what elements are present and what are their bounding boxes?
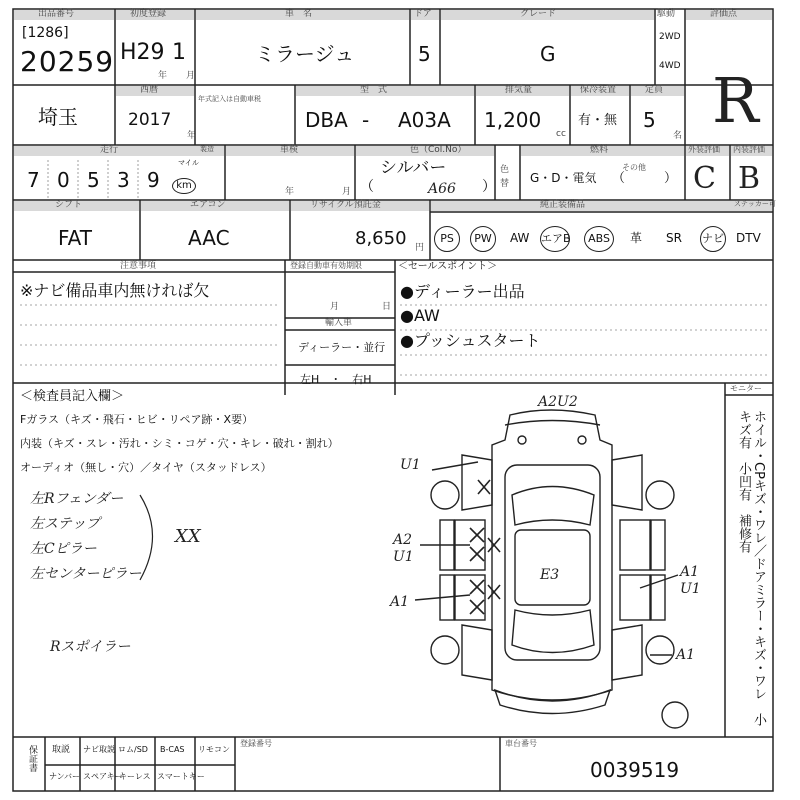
color-paren-open: （ bbox=[360, 179, 374, 195]
equip-aw: AW bbox=[510, 231, 530, 245]
bottom-keyless: キーレス bbox=[119, 772, 151, 781]
label-monitor: モニター bbox=[730, 384, 762, 393]
cooler: 有・無 bbox=[578, 113, 618, 128]
mileage-unit-circled: km bbox=[172, 178, 196, 194]
label-grade: グレード bbox=[520, 9, 557, 19]
color-paren-close: ） bbox=[482, 179, 496, 195]
label-chassis: 車台番号 bbox=[505, 739, 537, 748]
exterior-score: C bbox=[693, 161, 716, 196]
label-fuel: 燃料 bbox=[590, 145, 609, 155]
lot-bracket-id: [1286] bbox=[22, 25, 69, 41]
overall-score: R bbox=[712, 64, 759, 137]
label-model: 型 式 bbox=[360, 85, 388, 95]
equip-sr: SR bbox=[666, 231, 682, 245]
registration-day: 日 bbox=[382, 302, 392, 312]
diagram-mark-a1-right: A1 bbox=[680, 564, 700, 580]
inspection-glass: Fガラス（キズ・飛石・ヒビ・リペア跡・X要） bbox=[20, 413, 254, 426]
fuel-other-paren: （ ） bbox=[612, 171, 678, 186]
bottom-rom-sd: ロム/SD bbox=[118, 745, 148, 754]
label-capacity: 定員 bbox=[645, 85, 664, 95]
label-aircon: エアコン bbox=[190, 200, 226, 210]
label-sticker: ステッカー可 bbox=[734, 200, 776, 208]
bottom-manual: 取説 bbox=[52, 745, 71, 755]
grade: G bbox=[540, 42, 556, 66]
label-score: 評価点 bbox=[710, 9, 738, 19]
doors: 5 bbox=[418, 42, 431, 66]
color-name: シルバー bbox=[380, 158, 447, 178]
lot-number: 20259 bbox=[20, 45, 115, 78]
label-doors: ドア bbox=[414, 9, 432, 19]
capacity-value: 5 bbox=[643, 108, 656, 132]
label-inspection-notes: ＜検査員記入欄＞ bbox=[20, 389, 125, 404]
steering: 左H ・ 右H bbox=[300, 373, 372, 386]
inspection-audio: オーディオ（無し・穴）／タイヤ（スタッドレス） bbox=[20, 461, 272, 474]
first-reg-month: 1 bbox=[172, 40, 186, 65]
mileage-alt-unit: マイル bbox=[178, 159, 199, 167]
inspection-interior: 内装（キズ・スレ・汚れ・シミ・コゲ・穴・キレ・破れ・割れ） bbox=[20, 437, 339, 450]
label-lot-no: 出品番号 bbox=[38, 9, 75, 19]
shift: FAT bbox=[58, 226, 93, 250]
warranty-label: 保証書 bbox=[27, 745, 37, 772]
interior-score: B bbox=[738, 161, 761, 196]
displacement-value: 1,200 bbox=[484, 108, 542, 132]
mileage-digit-1: 7 bbox=[27, 168, 40, 192]
first-reg-era: H29 bbox=[120, 40, 165, 65]
label-interior: 内装評価 bbox=[733, 145, 765, 154]
bottom-navi-manual: ナビ取説 bbox=[83, 745, 115, 754]
diagram-mark-u1-left: U1 bbox=[393, 549, 414, 565]
equip-dtv: DTV bbox=[736, 231, 761, 245]
handwritten-note-2: 左ステップ bbox=[30, 516, 100, 532]
sales-point-3: ●プッシュスタート bbox=[400, 331, 541, 350]
equip-abs: ABS bbox=[584, 226, 614, 252]
first-reg-year-unit: 年 bbox=[158, 71, 168, 81]
recycle-unit: 円 bbox=[415, 243, 425, 253]
bottom-spare-key: スペアキー bbox=[83, 772, 123, 781]
mileage-digit-5: 9 bbox=[147, 168, 160, 192]
label-inspection: 車検 bbox=[280, 145, 299, 155]
region: 埼玉 bbox=[38, 105, 78, 129]
dealer-row: ディーラー・並行 bbox=[298, 341, 386, 354]
year-value: 2017 bbox=[128, 110, 172, 130]
chassis-number: 0039519 bbox=[590, 758, 680, 782]
inspection-month: 月 bbox=[342, 187, 352, 197]
label-recycle: リサイクル預託金 bbox=[310, 200, 381, 210]
label-exterior: 外装評価 bbox=[688, 145, 720, 154]
handwritten-xx: XX bbox=[175, 526, 201, 547]
diagram-mark-e3-roof: E3 bbox=[540, 567, 560, 583]
label-first-reg: 初度登録 bbox=[130, 9, 167, 19]
year-unit: 年 bbox=[187, 131, 197, 141]
label-equipment: 純正装備品 bbox=[540, 200, 586, 210]
diagram-mark-a2-left: A2 bbox=[393, 532, 413, 548]
diagram-mark-a1-left: A1 bbox=[390, 594, 410, 610]
model-dash: - bbox=[362, 108, 370, 132]
aircon: AAC bbox=[188, 226, 230, 250]
label-shift: シフト bbox=[55, 200, 83, 210]
equip-pw: PW bbox=[470, 226, 496, 252]
label-car-name: 車 名 bbox=[285, 9, 313, 19]
sales-point-1: ●ディーラー出品 bbox=[400, 282, 525, 301]
diagram-mark-u1-right: U1 bbox=[680, 581, 701, 597]
equip-navi: ナビ bbox=[700, 226, 726, 252]
label-displacement: 排気量 bbox=[505, 85, 533, 95]
label-nendo: 年式記入は自動車税 bbox=[198, 95, 261, 103]
car-name: ミラージュ bbox=[255, 42, 355, 66]
import-label: 輸入車 bbox=[325, 318, 353, 328]
color-change-label: 色替 bbox=[500, 165, 510, 189]
label-manufacture: 製造 bbox=[200, 145, 214, 153]
label-notes: 注意事項 bbox=[120, 261, 157, 271]
fuel-other-label: その他 bbox=[622, 163, 646, 172]
equip-airbag: エアB bbox=[540, 226, 570, 252]
notes-text: ※ナビ備品車内無ければ欠 bbox=[20, 281, 210, 300]
model-prefix: DBA bbox=[305, 108, 348, 132]
handwritten-note-4: 左センターピラー bbox=[30, 566, 142, 582]
model-code: A03A bbox=[398, 108, 451, 132]
equip-ps: PS bbox=[434, 226, 460, 252]
label-sales-points: ＜セールスポイント＞ bbox=[398, 261, 498, 272]
inspection-year: 年 bbox=[285, 187, 295, 197]
bottom-smart-key: スマートキー bbox=[157, 772, 205, 781]
right-column-text: ホイル・CPキズ・ワレ／ドアミラー・キズ・ワレ 小キズ有 小凹有 補修有 bbox=[736, 410, 766, 726]
label-color: 色（Col.No） bbox=[410, 145, 467, 155]
diagram-mark-a1-rear-right: A1 bbox=[676, 647, 696, 663]
label-cooler: 保冷装置 bbox=[580, 85, 617, 95]
recycle-value: 8,650 bbox=[355, 228, 407, 249]
label-drive: 駆動 bbox=[657, 9, 676, 19]
bottom-remote: リモコン bbox=[198, 745, 230, 754]
drive-4wd: 4WD bbox=[659, 61, 681, 71]
diagram-mark-front: A2U2 bbox=[538, 394, 578, 410]
mileage-digit-2: 0 bbox=[57, 168, 70, 192]
label-year: 西暦 bbox=[140, 85, 159, 95]
sales-point-2: ●AW bbox=[400, 306, 440, 325]
fuel-options: G・D・電気 bbox=[530, 171, 597, 185]
drive-2wd: 2WD bbox=[659, 32, 681, 42]
bottom-bcas: B-CAS bbox=[160, 745, 185, 754]
registration-month: 月 bbox=[330, 302, 340, 312]
handwritten-note-1: 左Rフェンダー bbox=[30, 491, 124, 507]
handwritten-note-5: Rスポイラー bbox=[50, 639, 131, 655]
mileage-digit-3: 5 bbox=[87, 168, 100, 192]
handwritten-note-3: 左Cピラー bbox=[30, 541, 97, 557]
displacement-unit: cc bbox=[556, 129, 566, 139]
label-mileage: 走行 bbox=[100, 145, 119, 155]
bottom-number-plate: ナンバー bbox=[49, 772, 81, 781]
label-registration-no: 登録番号 bbox=[240, 739, 272, 748]
color-code: A66 bbox=[428, 181, 456, 197]
capacity-unit: 名 bbox=[673, 131, 683, 141]
first-reg-month-unit: 月 bbox=[186, 71, 196, 81]
equip-leather: 革 bbox=[630, 231, 643, 245]
mileage-digit-4: 3 bbox=[117, 168, 130, 192]
diagram-mark-u1-front-left: U1 bbox=[400, 457, 421, 473]
label-registration-valid: 登録自動車有効期限 bbox=[290, 261, 362, 270]
